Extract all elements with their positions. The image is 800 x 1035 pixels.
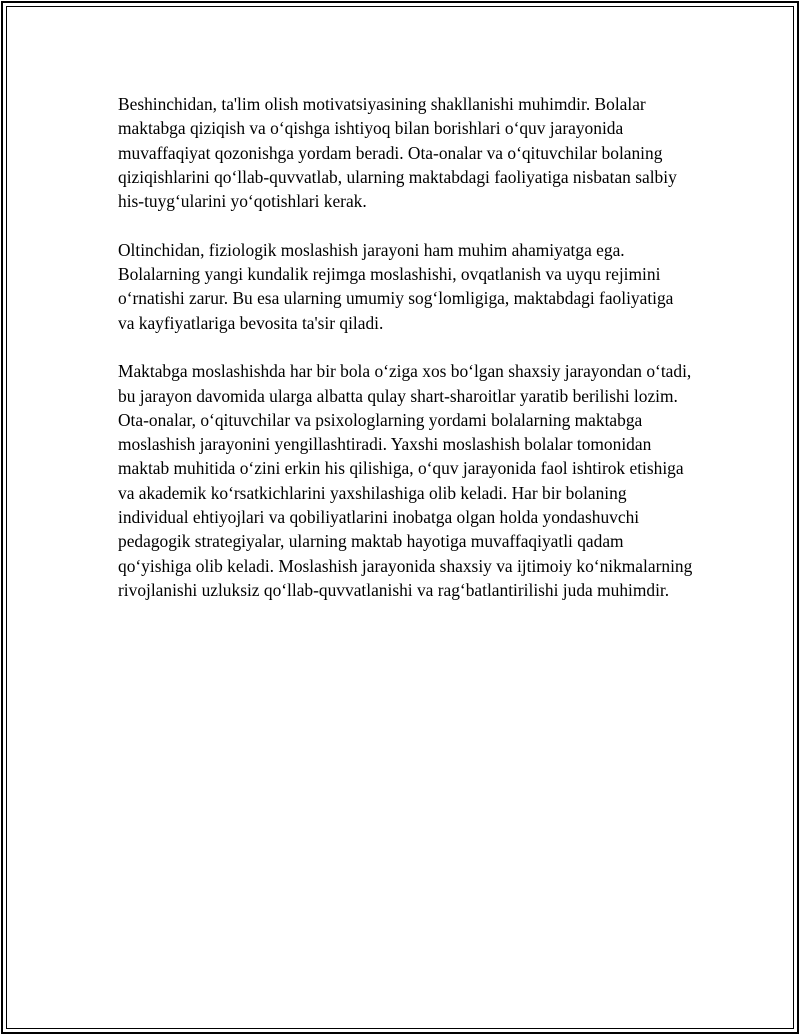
- paragraph-physiological-adaptation: Oltinchidan, fiziologik moslashish jarayoni ham muhim ahamiyatga ega. Bolalarning yangi kundalik rejimga moslashishi, ovqatlanish va uyqu rejimini o‘rnatishi zarur. Bu esa ularning umumiy sog‘lomligiga, maktabdagi faoliyatiga va kayfiyatlariga bevosita ta'sir qiladi.: [118, 239, 674, 333]
- paragraph-motivation: Beshinchidan, ta'lim olish motivatsiyasining shakllanishi muhimdir. Bolalar maktabga qiziqish va o‘qishga ishtiyoq bilan borishlari o‘quv jarayonida muvaffaqiyat qozonishga yordam beradi. Ota-onalar va o‘qituvchilar bolaning qiziqishlarini qo‘llab-quvvatlab, ularning maktabdagi faoliyatiga nisbatan salbiy his-tuyg‘ularini yo‘qotishlari kerak.: [118, 94, 677, 212]
- document-body: [118, 92, 693, 627]
- paragraph-school-adaptation: Maktabga moslashishda har bir bola o‘ziga xos bo‘lgan shaxsiy jarayondan o‘tadi, bu jarayon davomida ularga albatta qulay shart-sharoitlar yaratib berilishi lozim. Ota-onalar, o‘qituvchilar va psixologlarning yordami bolalarning maktabga moslashish jarayonini yengillashtiradi. Yaxshi moslashish bolalar tomonidan maktab muhitida o‘zini erkin his qilishiga, o‘quv jarayonida faol ishtirok etishiga va akademik ko‘rsatkichlarini yaxshilashiga olib keladi. Har bir bolaning individual ehtiyojlari va qobiliyatlarini inobatga olgan holda yondashuvchi pedagogik strategiyalar, ularning maktab hayotiga muvaffaqiyatli qadam qo‘yishiga olib keladi. Moslashish jarayonida shaxsiy va ijtimoiy ko‘nikmalarning rivojlanishi uzluksiz qo‘llab-quvvatlanishi va rag‘batlantirilishi juda muhimdir.: [118, 361, 693, 600]
